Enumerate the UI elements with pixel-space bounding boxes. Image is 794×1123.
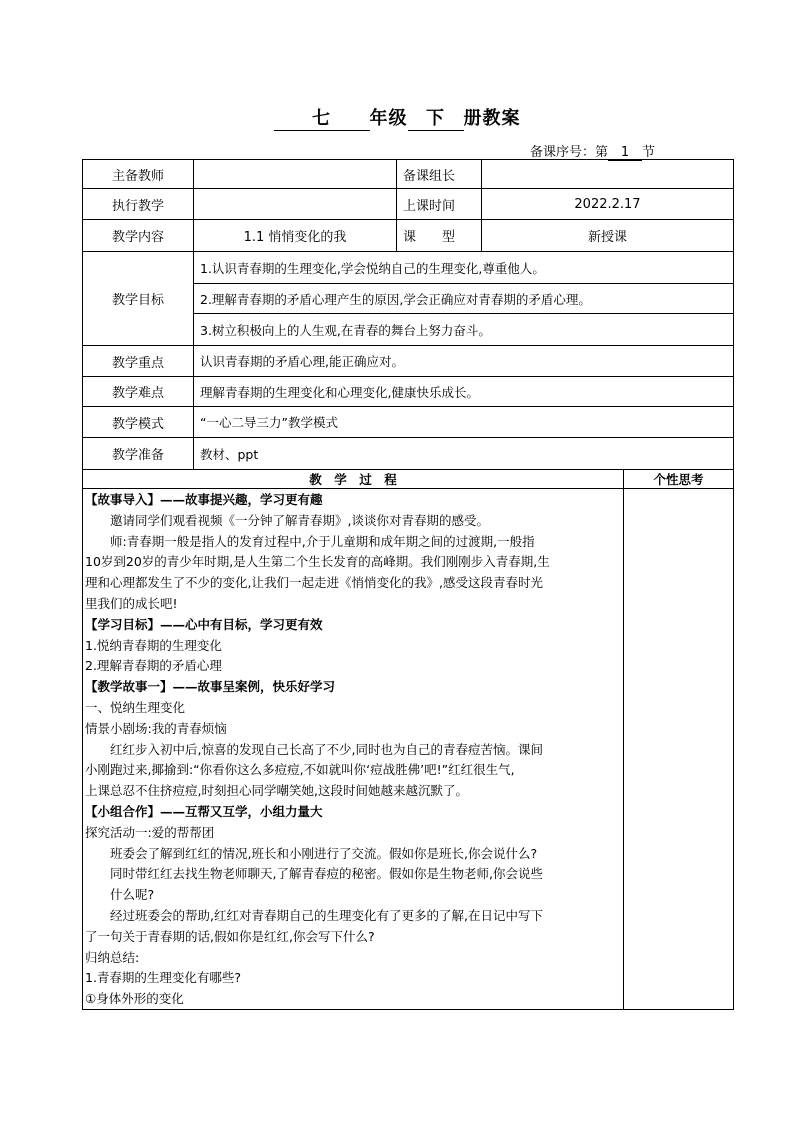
exec-value [194, 189, 396, 219]
grade-suffix: 年级 [369, 108, 408, 129]
lesson-plan-table [82, 159, 734, 1010]
process-line: 【故事导入】——故事提兴趣，学习更有趣 [85, 492, 323, 507]
volume-value: 下 [408, 104, 464, 131]
process-line: 理和心理都发生了不少的变化,让我们一起走进《悄悄变化的我》,感受这段青春时光 [85, 575, 543, 591]
process-line: 班委会了解到红红的情况,班长和小刚进行了交流。假如你是班长,你会说什么? [110, 845, 538, 861]
lesson-serial [530, 141, 655, 161]
key-point-label: 教学重点 [111, 355, 164, 371]
lesson-type-label: 课 型 [403, 230, 456, 245]
process-line: ①身体外形的变化 [85, 991, 184, 1007]
volume-suffix: 册教案 [463, 108, 521, 129]
process-line: 【学习目标】——心中有目标，学习更有效 [85, 616, 323, 632]
page-title [0, 104, 794, 131]
difficulty-value: 理解青春期的生理变化和心理变化,健康快乐成长。 [200, 384, 479, 400]
content-label: 教学内容 [111, 230, 164, 245]
class-time-value: 2022.2.17 [574, 196, 641, 212]
process-line: 探究活动一:爱的帮帮团 [85, 824, 215, 840]
row-divider [83, 488, 733, 489]
process-header: 教 学 过 程 [309, 472, 397, 487]
content-value: 1.1 悄悄变化的我 [243, 230, 347, 245]
prep-label: 教学准备 [111, 448, 164, 463]
reflection-header: 个性思考 [653, 472, 704, 487]
mode-label: 教学模式 [111, 416, 164, 432]
process-line: 里我们的成长吧! [85, 595, 178, 611]
key-point-value: 认识青春期的矛盾心理,能正确应对。 [200, 354, 404, 369]
process-line: 经过班委会的帮助,红红对青春期自己的生理变化有了更多的了解,在日记中写下 [110, 907, 543, 923]
prep-value: 教材、ppt [200, 446, 259, 462]
process-line: 小刚跑过来,揶揄到:“你看你这么多痘痘,不如就叫你‘痘战胜佛’吧!”红红很生气, [85, 762, 515, 778]
main-teacher-value [194, 160, 396, 188]
goals-label: 教学目标 [111, 293, 164, 308]
process-line: 一、悦纳生理变化 [85, 699, 186, 715]
group-leader-label: 备课组长 [403, 168, 456, 184]
difficulty-label: 教学难点 [111, 386, 164, 401]
main-teacher-label: 主备教师 [111, 168, 164, 184]
lesson-type-value: 新授课 [587, 230, 627, 245]
process-line: 情景小剧场:我的青春烦恼 [85, 720, 227, 736]
goal-item: 3.树立积极向上的人生观,在青春的舞台上努力奋斗。 [200, 322, 491, 338]
goal-item: 2.理解青春期的矛盾心理产生的原因,学会正确应对青春期的矛盾心理。 [200, 291, 591, 307]
process-line: 师:青春期一般是指人的发育过程中,介于儿童期和成年期之间的过渡期,一般指 [110, 533, 535, 549]
process-line: 什么呢? [85, 887, 155, 903]
serial-suffix: 节 [642, 145, 656, 160]
process-line: 归纳总结: [85, 949, 140, 965]
process-line: 上课总忍不住挤痘痘,时刻担心同学嘲笑她,这段时间她越来越沉默了。 [85, 783, 468, 799]
process-body [83, 490, 623, 1010]
grade-value: 七 [274, 104, 370, 131]
process-line: 【小组合作】——互帮又互学，小组力量大 [85, 803, 323, 819]
serial-number: 1 [608, 145, 642, 161]
col-divider [396, 160, 397, 251]
process-line: 同时带红红去找生物老师聊天,了解青春痘的秘密。假如你是生物老师,你会说些 [110, 866, 543, 882]
goal-item: 1.认识青春期的生理变化,学会悦纳自己的生理变化,尊重他人。 [200, 260, 545, 276]
process-line: 1.青春期的生理变化有哪些? [85, 970, 242, 986]
process-line: 邀请同学们观看视频《一分钟了解青春期》,谈谈你对青春期的感受。 [110, 512, 489, 528]
group-leader-value [482, 160, 733, 188]
exec-label: 执行教学 [111, 198, 164, 214]
process-line: 红红步入初中后,惊喜的发现自己长高了不少,同时也为自己的青春痘苦恼。课间 [110, 741, 543, 757]
process-line: 1.悦纳青春期的生理变化 [85, 637, 222, 653]
process-line: 2.理解青春期的矛盾心理 [85, 658, 222, 674]
process-line: 10岁到20岁的青少年时期,是人生第二个生长发育的高峰期。我们刚刚步入青春期,生 [85, 554, 550, 570]
col-divider [623, 469, 624, 1009]
process-line: 了一句关于青春期的话,假如你是红红,你会写下什么? [85, 928, 375, 944]
mode-value: “一心二导三力”教学模式 [200, 415, 338, 430]
serial-prefix: 备课序号：第 [530, 145, 609, 160]
class-time-label: 上课时间 [403, 198, 456, 214]
process-line: 【教学故事一】——故事呈案例，快乐好学习 [85, 679, 336, 695]
